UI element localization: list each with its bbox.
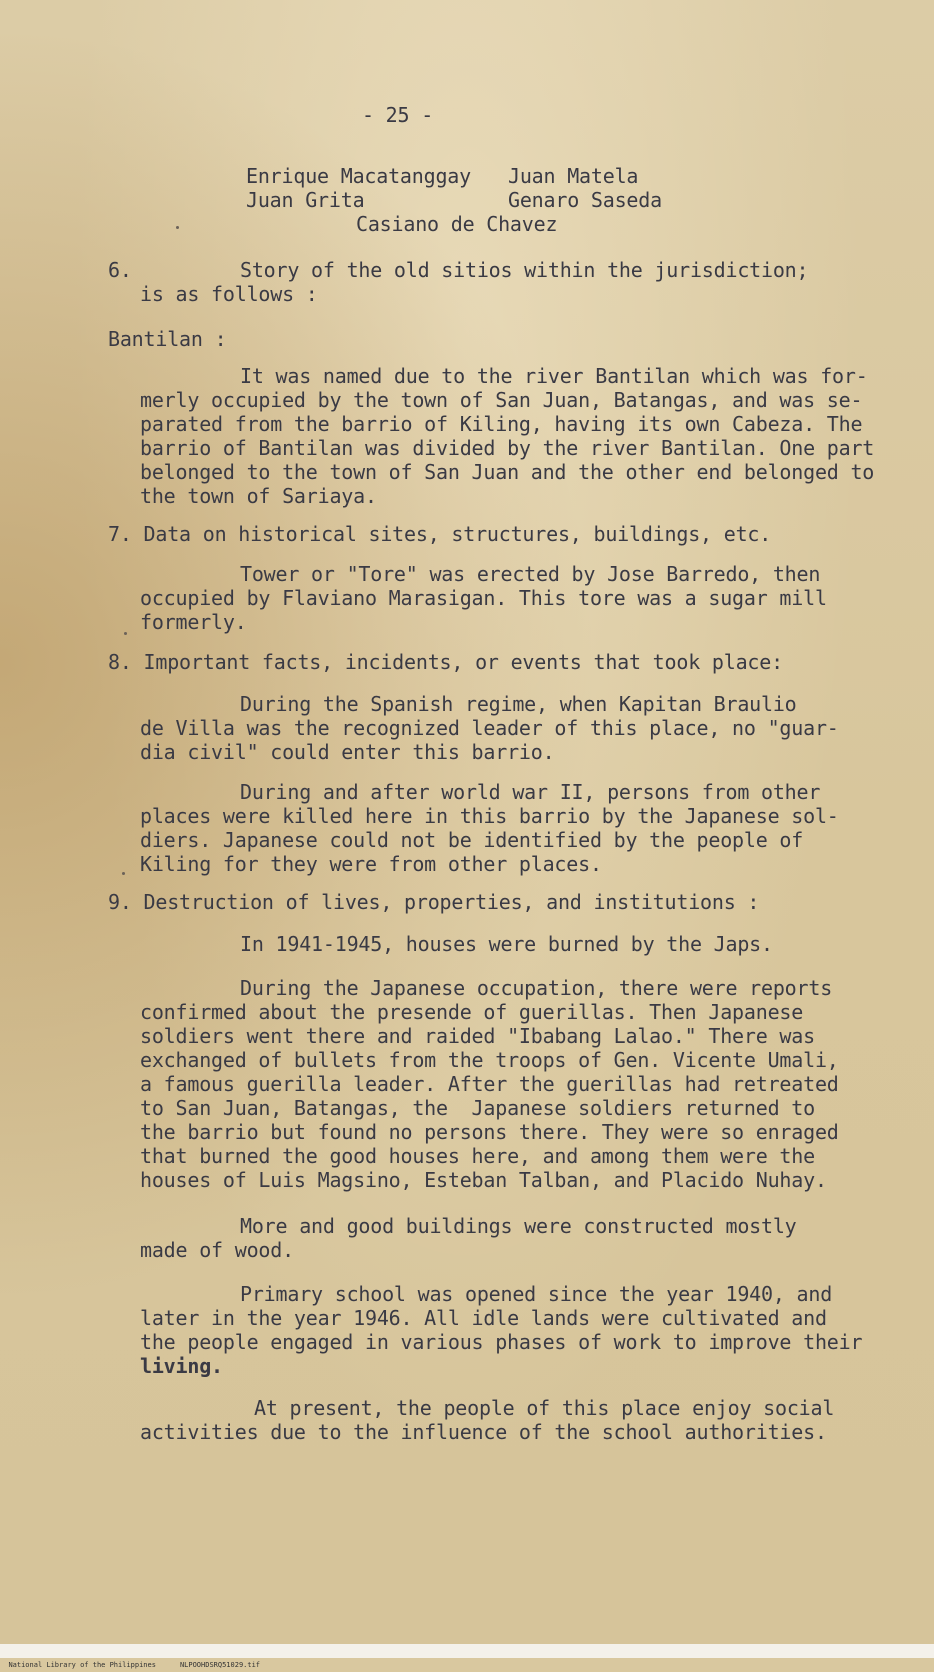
section-9-para2-line: that burned the good houses here, and among them were the	[140, 1144, 815, 1168]
bantilan-line: parated from the barrio of Kiling, having its own Cabeza. The	[140, 412, 863, 436]
footer-institution: National Library of the Philippines	[8, 1661, 156, 1669]
section-9-para2-line: exchanged of bullets from the troops of Gen. Vicente Umali,	[140, 1048, 839, 1072]
scan-footer	[0, 1644, 934, 1669]
bantilan-line: merly occupied by the town of San Juan, Batangas, and was se-	[140, 388, 863, 412]
section-8-para2-line: diers. Japanese could not be identified by the people of	[140, 828, 804, 852]
section-9-para4-line: later in the year 1946. All idle lands were cultivated and	[140, 1306, 827, 1330]
section-7-line: occupied by Flaviano Marasigan. This tore was a sugar mill	[140, 586, 827, 610]
paper-speck	[122, 872, 125, 875]
footer-file-id: NLPOOHDSRQ51029.tif	[179, 1661, 261, 1669]
bantilan-line: It was named due to the river Bantilan which was for-	[240, 364, 868, 388]
section-9-para1: In 1941-1945, houses were burned by the Japs.	[240, 932, 773, 956]
section-9-para2-line: confirmed about the presende of guerillas. Then Japanese	[140, 1000, 804, 1024]
section-9-para4-line: living.	[140, 1354, 223, 1378]
bantilan-line: barrio of Bantilan was divided by the river Bantilan. One part	[140, 436, 875, 460]
section-9-para2-line: the barrio but found no persons there. They were so enraged	[140, 1120, 839, 1144]
paper-speck	[176, 226, 179, 229]
name-enrique: Enrique Macatanggay	[246, 164, 471, 188]
section-9-para2-line: houses of Luis Magsino, Esteban Talban, and Placido Nuhay.	[140, 1168, 827, 1192]
section-9-para3-line: More and good buildings were constructed mostly	[240, 1214, 797, 1238]
paper-speck	[124, 632, 127, 635]
section-8-para2-line: Kiling for they were from other places.	[140, 852, 602, 876]
name-genaro: Genaro Saseda	[508, 188, 662, 212]
section-9-para2-line: to San Juan, Batangas, the Japanese soldiers returned to	[140, 1096, 815, 1120]
section-6-number: 6.	[108, 258, 132, 282]
section-8-para2-line: places were killed here in this barrio by the Japanese sol-	[140, 804, 839, 828]
section-9-para5-line: activities due to the influence of the school authorities.	[140, 1420, 827, 1444]
bantilan-heading: Bantilan :	[108, 327, 227, 351]
section-9-para2-line: soldiers went there and raided "Ibabang Lalao." There was	[140, 1024, 815, 1048]
section-8-para2-line: During and after world war II, persons from other	[240, 780, 821, 804]
section-7-line: formerly.	[140, 610, 247, 634]
section-9-para3-line: made of wood.	[140, 1238, 294, 1262]
name-casiano: Casiano de Chavez	[356, 212, 558, 236]
page-number: - 25 -	[362, 103, 434, 127]
section-8-para1-line: dia civil" could enter this barrio.	[140, 740, 555, 764]
section-7-heading: 7. Data on historical sites, structures, buildings, etc.	[108, 522, 772, 546]
section-8-para1-line: During the Spanish regime, when Kapitan Braulio	[240, 692, 797, 716]
section-6-line-2: is as follows :	[140, 282, 318, 306]
section-9-para4-line: the people engaged in various phases of work to improve their	[140, 1330, 863, 1354]
section-6-line-1: Story of the old sitios within the jurisdiction;	[240, 258, 809, 282]
section-9-heading: 9. Destruction of lives, properties, and institutions :	[108, 890, 760, 914]
name-juan-matela: Juan Matela	[508, 164, 639, 188]
section-8-para1-line: de Villa was the recognized leader of this place, no "guar-	[140, 716, 839, 740]
bantilan-line: belonged to the town of San Juan and the other end belonged to	[140, 460, 875, 484]
section-8-heading: 8. Important facts, incidents, or events that took place:	[108, 650, 783, 674]
section-9-para2-line: a famous guerilla leader. After the guerillas had retreated	[140, 1072, 839, 1096]
section-7-line: Tower or "Tore" was erected by Jose Barredo, then	[240, 562, 821, 586]
name-juan-grita: Juan Grita	[246, 188, 365, 212]
section-9-para5-line: At present, the people of this place enjoy social	[254, 1396, 835, 1420]
section-9-para4-line: Primary school was opened since the year 1940, and	[240, 1282, 833, 1306]
section-9-para2-line: During the Japanese occupation, there were reports	[240, 976, 833, 1000]
bantilan-line: the town of Sariaya.	[140, 484, 377, 508]
